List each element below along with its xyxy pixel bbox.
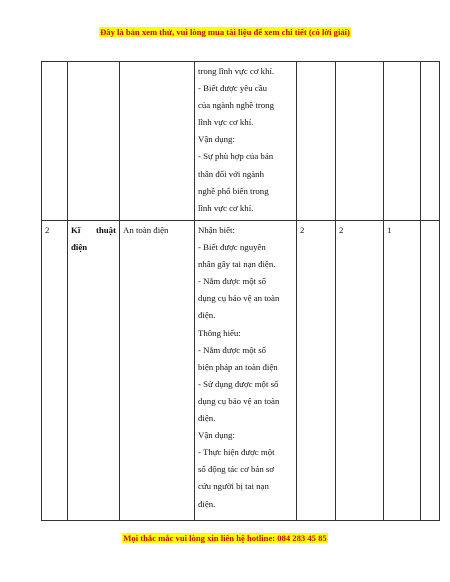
count-thong-hieu [336, 62, 384, 221]
content-cell: An toàn điện [120, 221, 195, 521]
table-row [42, 62, 440, 221]
topic-cell: Kĩ thuật điện [68, 221, 120, 521]
requirement-cell: Nhận biết: - Biết được nguyên nhân gây tai nạn điện. - Nắm được một số dụng cụ bảo vệ an toàn điện. Thông hiểu: - Nắm được một số biện pháp an toàn điện - Sử dụng được một số dụng cụ bảo vệ an toàn điện. Vận dụng: - Thực hiện được một số động tác cơ bản sơ cứu người bị tai nạn điện. [195, 221, 297, 521]
requirement-cell: trong lĩnh vực cơ khí. - Biết được yêu cầu của ngành nghề trong lĩnh vực cơ khí. Vận dụng: - Sự phù hợp của bản thân đối với ngành nghề phổ biến trong lĩnh vực cơ khí. [195, 62, 297, 221]
footer-notice: Mọi thắc mắc vui lòng xin liên hệ hotline: 084 283 45 85 [123, 533, 327, 543]
header-notice: Đây là bản xem thử, vui lòng mua tài liệu để xem chi tiết (có lời giải) [100, 27, 350, 37]
table-row [42, 221, 440, 521]
content-cell [120, 62, 195, 221]
count-van-dung: 1 [384, 221, 421, 521]
topic-cell [68, 62, 120, 221]
stt-cell [42, 62, 68, 221]
count-van-dung [384, 62, 421, 221]
stt-cell: 2 [42, 221, 68, 521]
matrix-table [41, 61, 440, 521]
count-van-dung-cao [421, 221, 440, 521]
count-nhan-biet: 2 [297, 221, 336, 521]
count-van-dung-cao [421, 62, 440, 221]
count-nhan-biet [297, 62, 336, 221]
count-thong-hieu: 2 [336, 221, 384, 521]
